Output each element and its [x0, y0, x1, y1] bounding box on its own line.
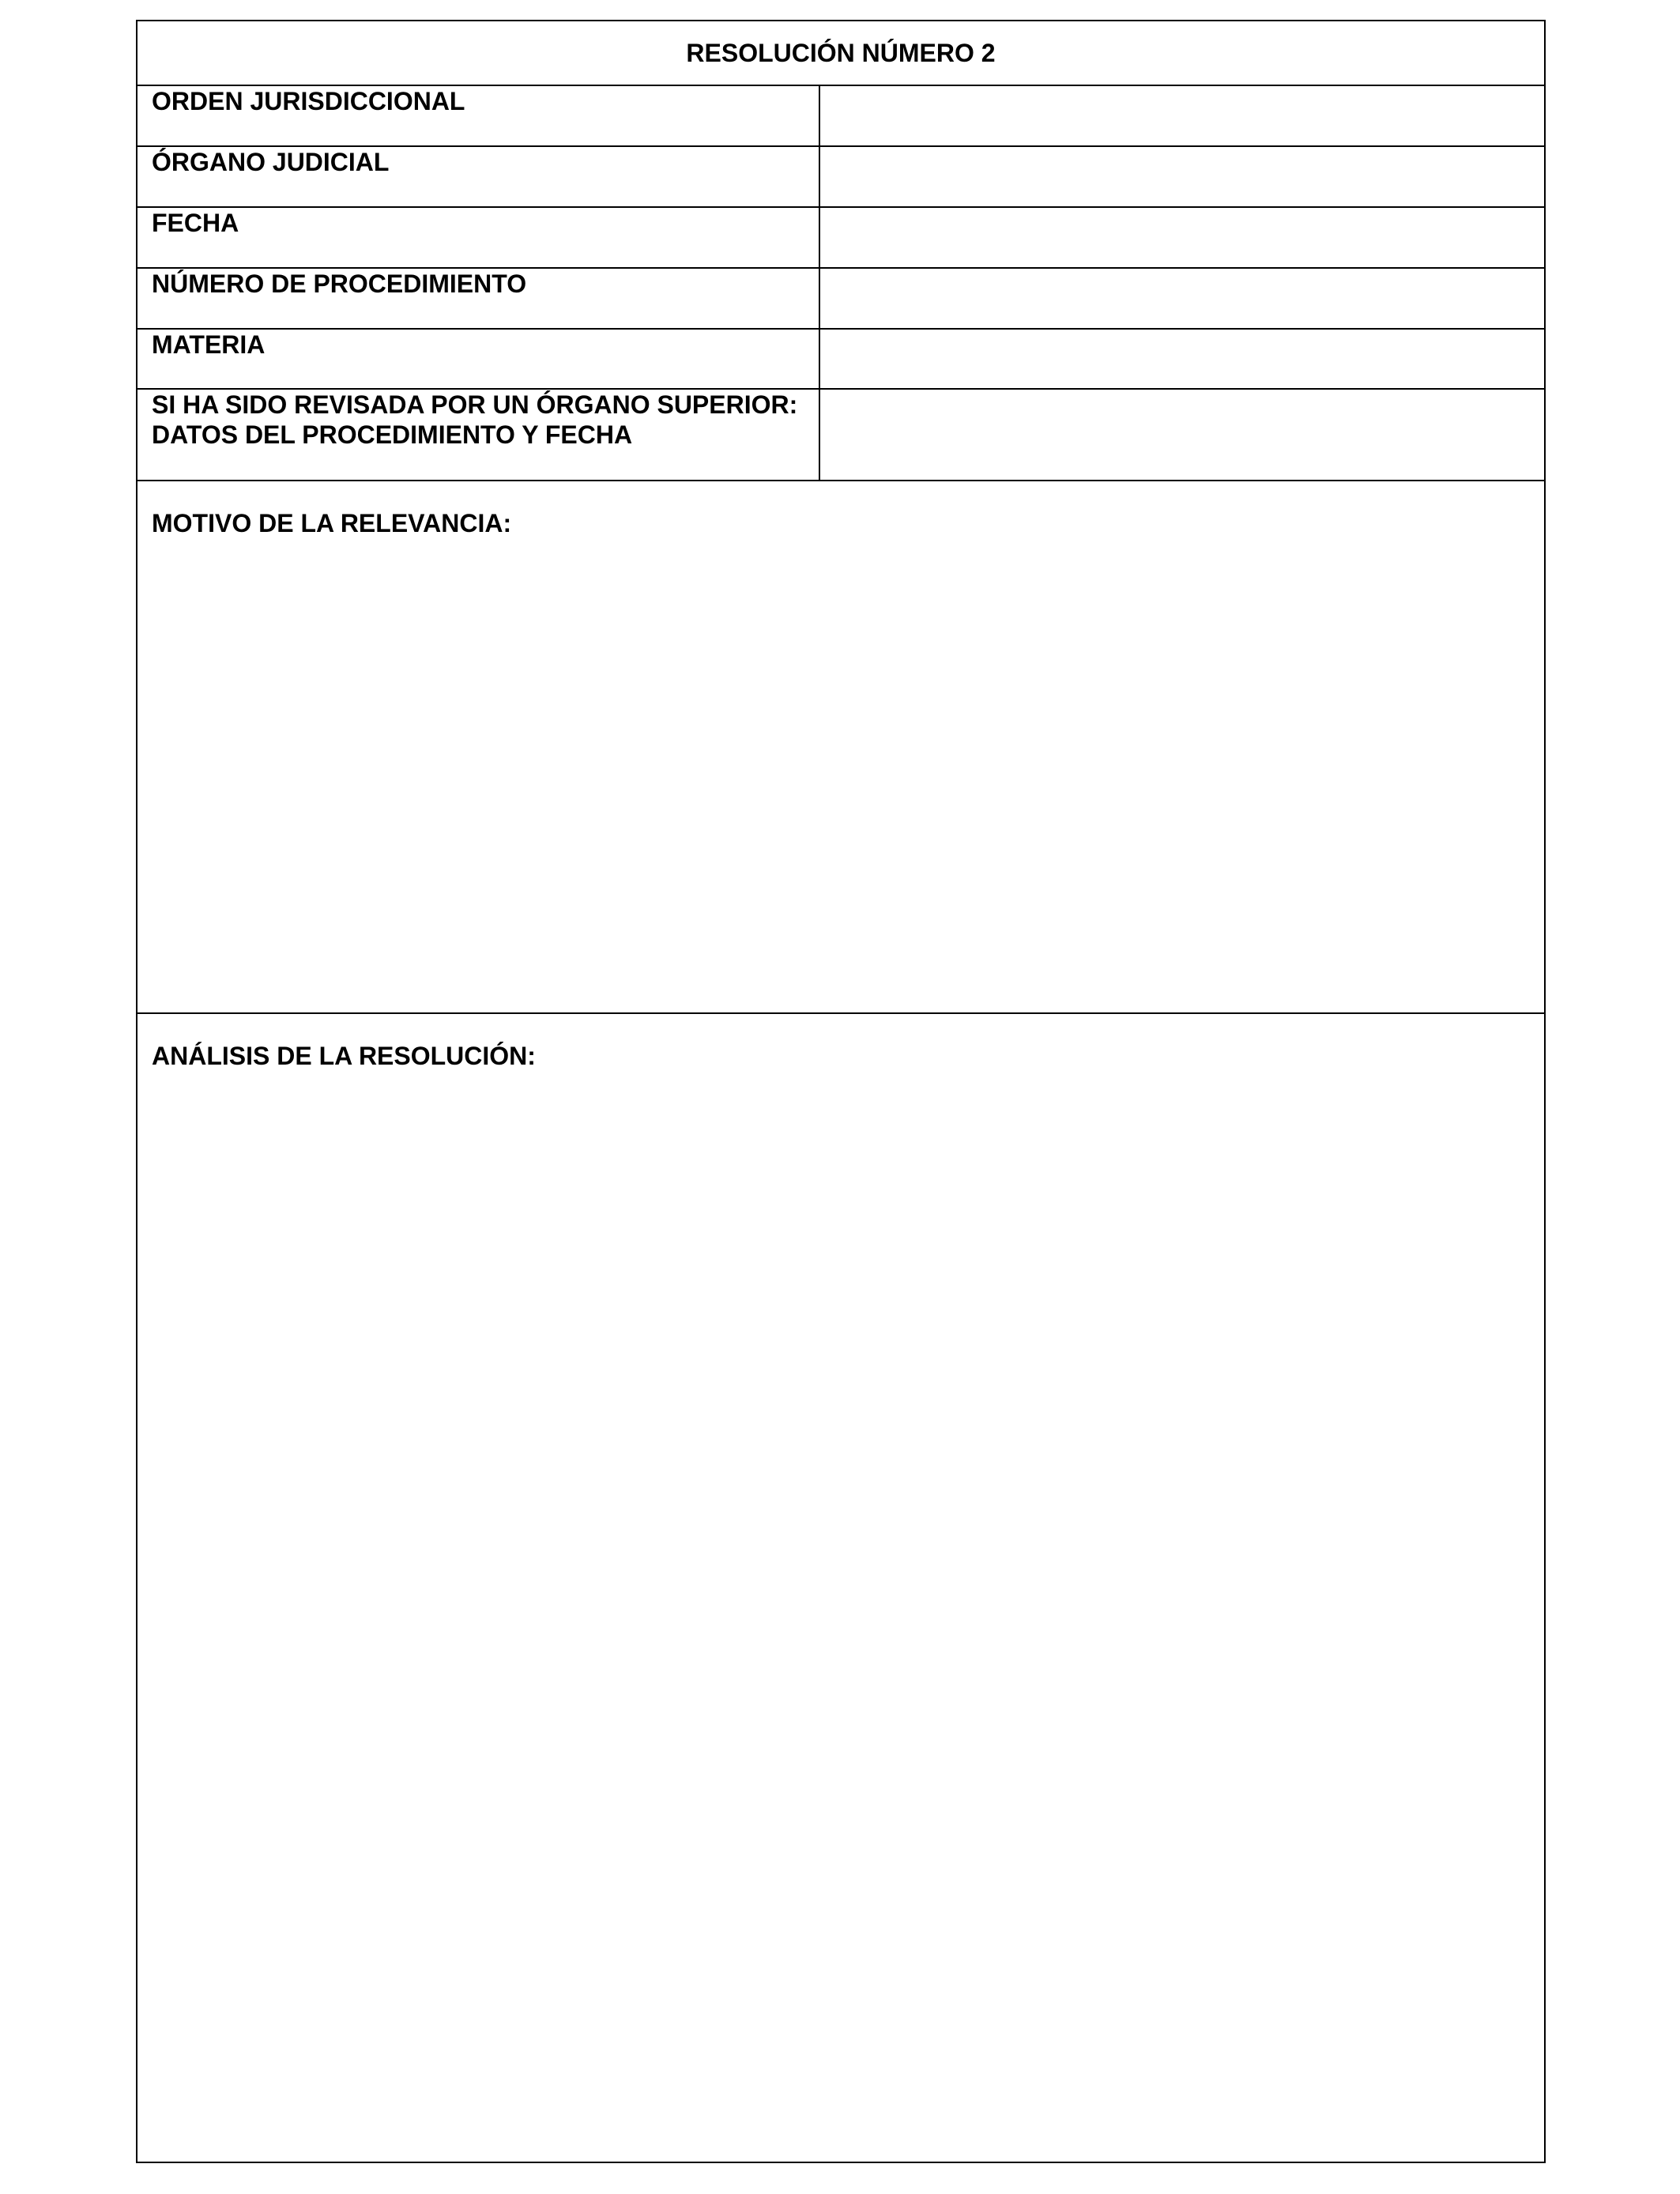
field-value-revision-superior[interactable]	[820, 390, 1544, 480]
field-row-fecha	[137, 208, 1544, 269]
field-label-revision-superior-line2: DATOS DEL PROCEDIMIENTO Y FECHA	[152, 420, 633, 449]
field-value-materia[interactable]	[820, 330, 1544, 388]
section-motivo-relevancia[interactable]	[137, 481, 1544, 1014]
resolution-form	[136, 20, 1546, 2163]
field-row-orden-jurisdiccional	[137, 86, 1544, 147]
field-label-orden-jurisdiccional: ORDEN JURISDICCIONAL	[137, 86, 820, 145]
field-label-fecha: FECHA	[137, 208, 820, 267]
field-label-materia: MATERIA	[137, 330, 820, 388]
field-row-materia	[137, 330, 1544, 390]
section-analisis-resolucion[interactable]	[137, 1014, 1544, 2162]
field-row-revision-superior	[137, 390, 1544, 481]
section-title-motivo-relevancia: MOTIVO DE LA RELEVANCIA:	[152, 509, 512, 537]
field-label-organo-judicial: ÓRGANO JUDICIAL	[137, 147, 820, 206]
field-label-revision-superior-line1: SI HA SIDO REVISADA POR UN ÓRGANO SUPERIOR:	[152, 390, 798, 419]
field-value-orden-jurisdiccional[interactable]	[820, 86, 1544, 145]
form-title: RESOLUCIÓN NÚMERO 2	[686, 38, 996, 67]
field-value-fecha[interactable]	[820, 208, 1544, 267]
field-label-revision-superior	[137, 390, 820, 480]
section-title-analisis-resolucion: ANÁLISIS DE LA RESOLUCIÓN:	[152, 1042, 536, 1070]
field-row-organo-judicial	[137, 147, 1544, 208]
form-title-row	[137, 21, 1544, 86]
field-value-numero-procedimiento[interactable]	[820, 269, 1544, 328]
field-label-numero-procedimiento: NÚMERO DE PROCEDIMIENTO	[137, 269, 820, 328]
field-row-numero-procedimiento	[137, 269, 1544, 330]
field-value-organo-judicial[interactable]	[820, 147, 1544, 206]
